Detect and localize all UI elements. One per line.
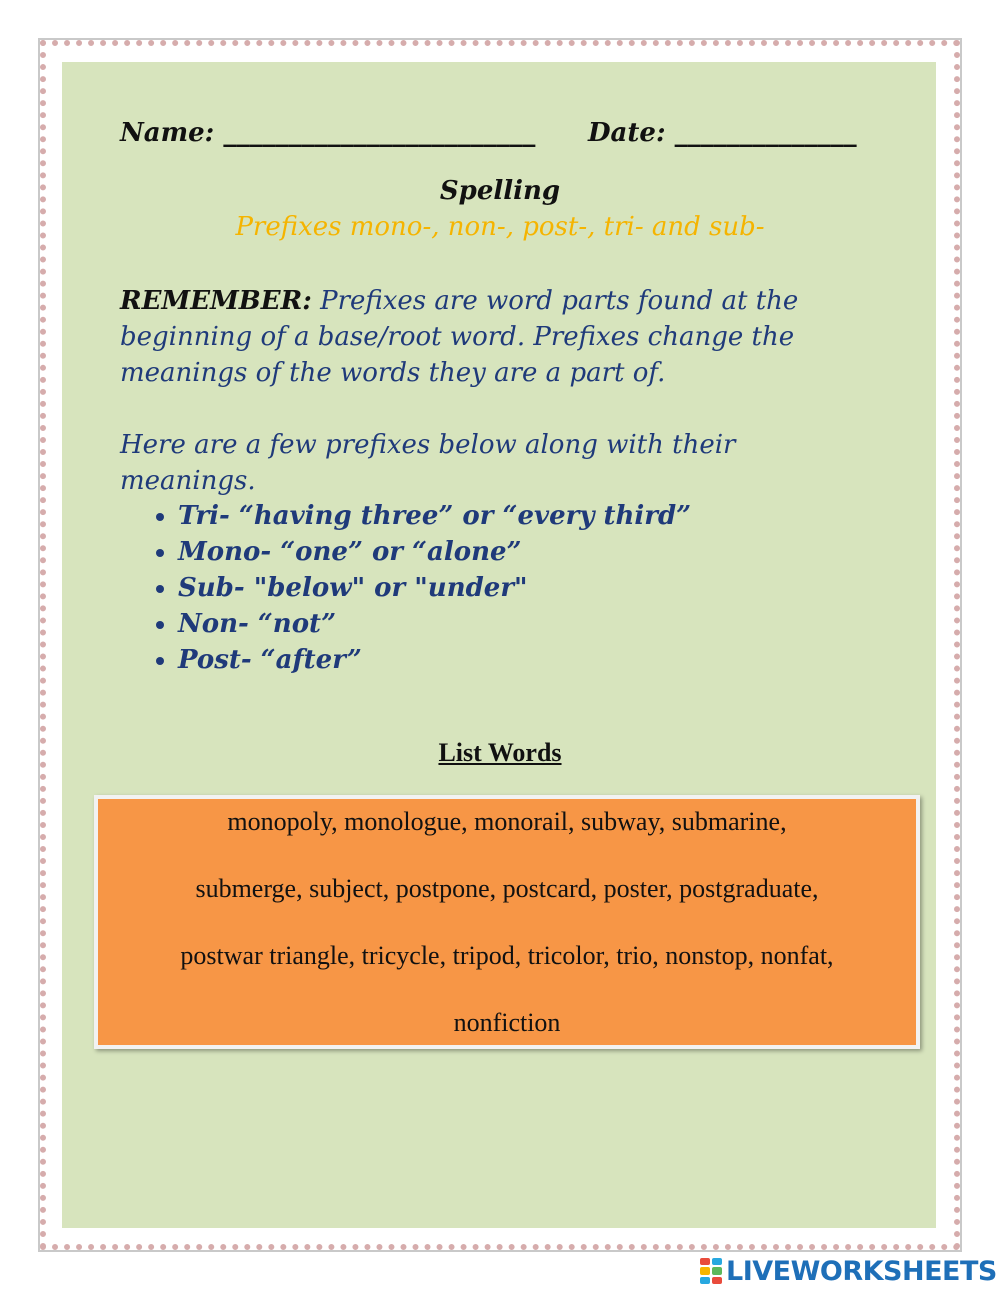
list-words-box [94, 795, 920, 1049]
prefix-item-tri: • Tri- “having three” or “every third” [178, 498, 691, 534]
prefix-item-sub: • Sub- "below" or "under" [178, 570, 691, 606]
list-words-line-3: postwar triangle, tricycle, tripod, tricolor, trio, nonstop, nonfat, [180, 941, 834, 970]
list-words-line-2: submerge, subject, postpone, postcard, poster, postgraduate, [195, 874, 819, 903]
prefix-item-non: • Non- “not” [178, 606, 691, 642]
name-field-label: Name: ________________________ [120, 118, 536, 148]
remember-label: REMEMBER: [120, 286, 312, 316]
list-words-title: List Words [438, 738, 562, 767]
remember-line-3: meanings of the words they are a part of. [120, 358, 666, 388]
intro-line-1: Here are a few prefixes below along with their [120, 430, 736, 460]
prefix-item-mono: • Mono- “one” or “alone” [178, 534, 691, 570]
remember-line-1 [120, 286, 798, 316]
logo-text: LIVEWORKSHEETS [726, 1255, 997, 1287]
page-title: Spelling [439, 176, 561, 206]
liveworksheets-logo[interactable] [700, 1256, 997, 1286]
remember-line-2: beginning of a base/root word. Prefixes change the [120, 322, 795, 352]
date-field-label: Date: ______________ [588, 118, 857, 148]
remember-text-1: Prefixes are word parts found at the [320, 286, 799, 316]
list-words-line-1: monopoly, monologue, monorail, subway, submarine, [227, 807, 787, 836]
page-subtitle: Prefixes mono-, non-, post-, tri- and sub- [235, 212, 765, 242]
logo-blocks-icon [700, 1258, 722, 1284]
list-words-line-4: nonfiction [453, 1008, 561, 1037]
prefix-item-post: • Post- “after” [178, 642, 691, 678]
intro-line-2: meanings. [120, 466, 256, 496]
prefix-list [140, 498, 691, 678]
